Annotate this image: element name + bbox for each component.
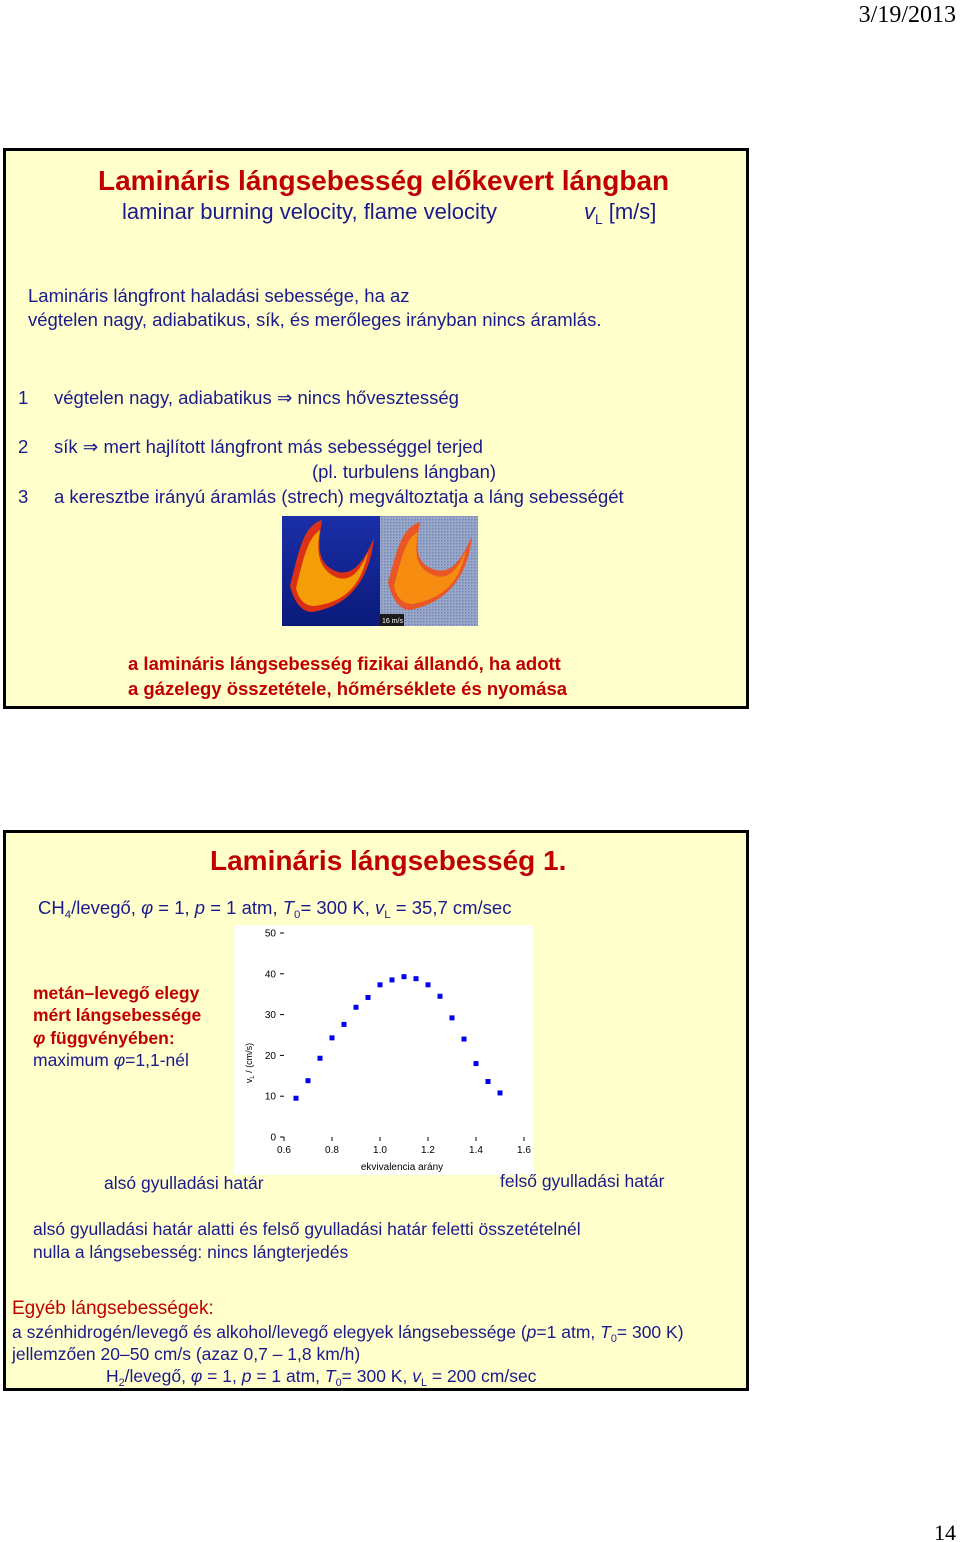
x-tick-label: 1.6 [517, 1145, 531, 1156]
v-symbol: v [375, 897, 385, 918]
side-line-3-text: függvényében: [50, 1028, 175, 1048]
item-1-number: 1 [18, 387, 29, 408]
ch-formula: CH [38, 897, 65, 918]
y-tick-label: 40 [264, 969, 276, 981]
side-max-value: =1,1-nél [125, 1050, 189, 1070]
h-phi-symbol: φ [190, 1366, 203, 1386]
h-v-symbol: v [412, 1366, 421, 1386]
h-t-subscript: 0 [335, 1376, 342, 1389]
h-v-value: = 200 cm/sec [431, 1366, 537, 1386]
chart-background [234, 925, 534, 1175]
other-t-subscript: 0 [610, 1332, 617, 1345]
v-value: = 35,7 cm/sec [395, 897, 512, 918]
item-1-text: végtelen nagy, adiabatikus [54, 387, 272, 408]
lower-flammability-limit: alsó gyulladási határ [104, 1173, 264, 1193]
definition-line-2: végtelen nagy, adiabatikus, sík, és merőleges irányban nincs áramlás. [28, 309, 602, 330]
other-p-value: =1 atm, [536, 1322, 596, 1342]
flame-image-graphic [282, 516, 478, 626]
p-value: = 1 atm, [210, 897, 278, 918]
data-point [426, 982, 431, 987]
symbol-sub: L [595, 211, 603, 227]
implies-arrow: ⇒ [276, 387, 293, 408]
data-point [462, 1037, 467, 1042]
y-tick-label: 10 [264, 1091, 276, 1103]
x-tick-label: 0.8 [325, 1145, 339, 1156]
chart-y-label-unit: / (cm/s) [244, 1042, 254, 1073]
chart-y-label-v: v [244, 1078, 254, 1084]
side-line-4 [33, 1050, 189, 1071]
h-v-subscript: L [420, 1376, 427, 1389]
other-line-1 [12, 1322, 684, 1343]
item-2-text: sík [54, 436, 78, 457]
item-2-result: mert hajlított lángfront más sebességgel terjed [103, 436, 483, 457]
item-1-result: nincs hővesztesség [297, 387, 459, 408]
data-point [438, 994, 443, 999]
page-number: 14 [934, 1520, 956, 1542]
data-point [474, 1061, 479, 1066]
x-tick-label: 0.6 [277, 1145, 291, 1156]
chart-y-label-sub: L [250, 1075, 256, 1079]
item-3-number: 3 [18, 486, 29, 507]
chart-svg [234, 925, 534, 1175]
data-point [498, 1090, 503, 1095]
other-line-2: jellemzően 20–50 cm/s (azaz 0,7 – 1,8 km/h) [12, 1344, 361, 1364]
conclusion-line-1: a lamináris lángsebesség fizikai állandó, ha adott [128, 653, 561, 674]
h-t-symbol: T [324, 1366, 336, 1386]
symbol-unit: [m/s] [608, 199, 657, 224]
phi-value: = 1, [158, 897, 190, 918]
item-2-number: 2 [18, 436, 29, 457]
v-subscript: L [384, 909, 391, 921]
item-2-note: (pl. turbulens lángban) [312, 461, 497, 482]
data-point [318, 1056, 323, 1061]
data-point [306, 1078, 311, 1083]
other-p-symbol: p [526, 1322, 537, 1342]
conclusion-line-2: a gázelegy összetétele, hőmérséklete és nyomása [128, 678, 568, 699]
data-point [342, 1022, 347, 1027]
side-phi: φ [33, 1028, 46, 1048]
gas-label: /levegő, [71, 897, 136, 918]
h-subscript: 2 [118, 1376, 125, 1389]
x-tick-label: 1.0 [373, 1145, 387, 1156]
phi-symbol: φ [141, 897, 154, 918]
other-t-value: = 300 K) [616, 1322, 684, 1342]
data-point [486, 1079, 491, 1084]
definition-line-1: Lamináris lángfront haladási sebessége, ha az [28, 285, 410, 306]
slide1-subtitle: laminar burning velocity, flame velocity [122, 199, 497, 224]
header-date: 3/19/2013 [858, 2, 956, 28]
other-velocities-title: Egyéb lángsebességek: [12, 1298, 214, 1319]
data-point [378, 982, 383, 987]
data-point [390, 977, 395, 982]
slide-laminar-burning-velocity [3, 148, 749, 709]
note-line-1: alsó gyulladási határ alatti és felső gyulladási határ feletti összetételnél [33, 1219, 581, 1239]
data-point [366, 995, 371, 1000]
ch-subscript: 4 [64, 909, 72, 921]
data-point [294, 1096, 299, 1101]
implies-arrow: ⇒ [82, 436, 99, 457]
side-line-1: metán–levegő elegy [33, 983, 200, 1003]
t-symbol: T [282, 897, 295, 918]
item-1 [54, 387, 459, 409]
slide-laminar-velocity-1 [3, 830, 749, 1391]
data-point [402, 974, 407, 979]
t-value: = 300 K, [300, 897, 370, 918]
hydrogen-conditions [106, 1366, 536, 1387]
symbol-v: v [584, 199, 595, 224]
t-subscript: 0 [294, 909, 301, 921]
y-tick-label: 30 [264, 1010, 276, 1022]
y-tick-label: 50 [264, 928, 276, 940]
x-tick-label: 1.2 [421, 1145, 435, 1156]
item-3-text: a keresztbe irányú áramlás (strech) megváltoztatja a láng sebességét [54, 486, 624, 507]
h-p-value: = 1 atm, [256, 1366, 321, 1386]
side-maximum: maximum [33, 1050, 109, 1070]
h-phi-value: = 1, [207, 1366, 237, 1386]
symbol-vl [584, 199, 656, 225]
item-2 [54, 436, 483, 458]
flame-speed-chart [234, 925, 534, 1175]
other-t-symbol: T [600, 1322, 611, 1342]
data-point [354, 1005, 359, 1010]
data-point [450, 1015, 455, 1020]
y-tick-label: 0 [270, 1132, 276, 1144]
side-line-2: mért lángsebessége [33, 1005, 202, 1025]
h-p-symbol: p [241, 1366, 252, 1386]
data-point [330, 1035, 335, 1040]
data-point [414, 976, 419, 981]
chart-x-label: ekvivalencia arány [360, 1162, 444, 1173]
methane-conditions [38, 897, 511, 919]
h-formula: H [106, 1366, 119, 1386]
y-tick-label: 20 [264, 1050, 276, 1062]
flame-strech-image [282, 516, 478, 626]
other-line-1-text: a szénhidrogén/levegő és alkohol/levegő elegyek lángsebessége ( [12, 1322, 527, 1342]
h-gas-label: /levegő, [124, 1366, 186, 1386]
h-t-value: = 300 K, [341, 1366, 408, 1386]
velocity-scale-label: 16 m/s [382, 618, 404, 625]
slide1-title: Lamináris lángsebesség előkevert lángban [98, 165, 670, 196]
side-phi-2: φ [113, 1050, 126, 1070]
p-symbol: p [194, 897, 206, 918]
upper-flammability-limit: felső gyulladási határ [500, 1171, 665, 1191]
note-line-2: nulla a lángsebesség: nincs lángterjedés [33, 1242, 349, 1262]
side-line-3 [33, 1028, 175, 1049]
slide2-title: Lamináris lángsebesség 1. [210, 845, 567, 876]
x-tick-label: 1.4 [469, 1145, 483, 1156]
